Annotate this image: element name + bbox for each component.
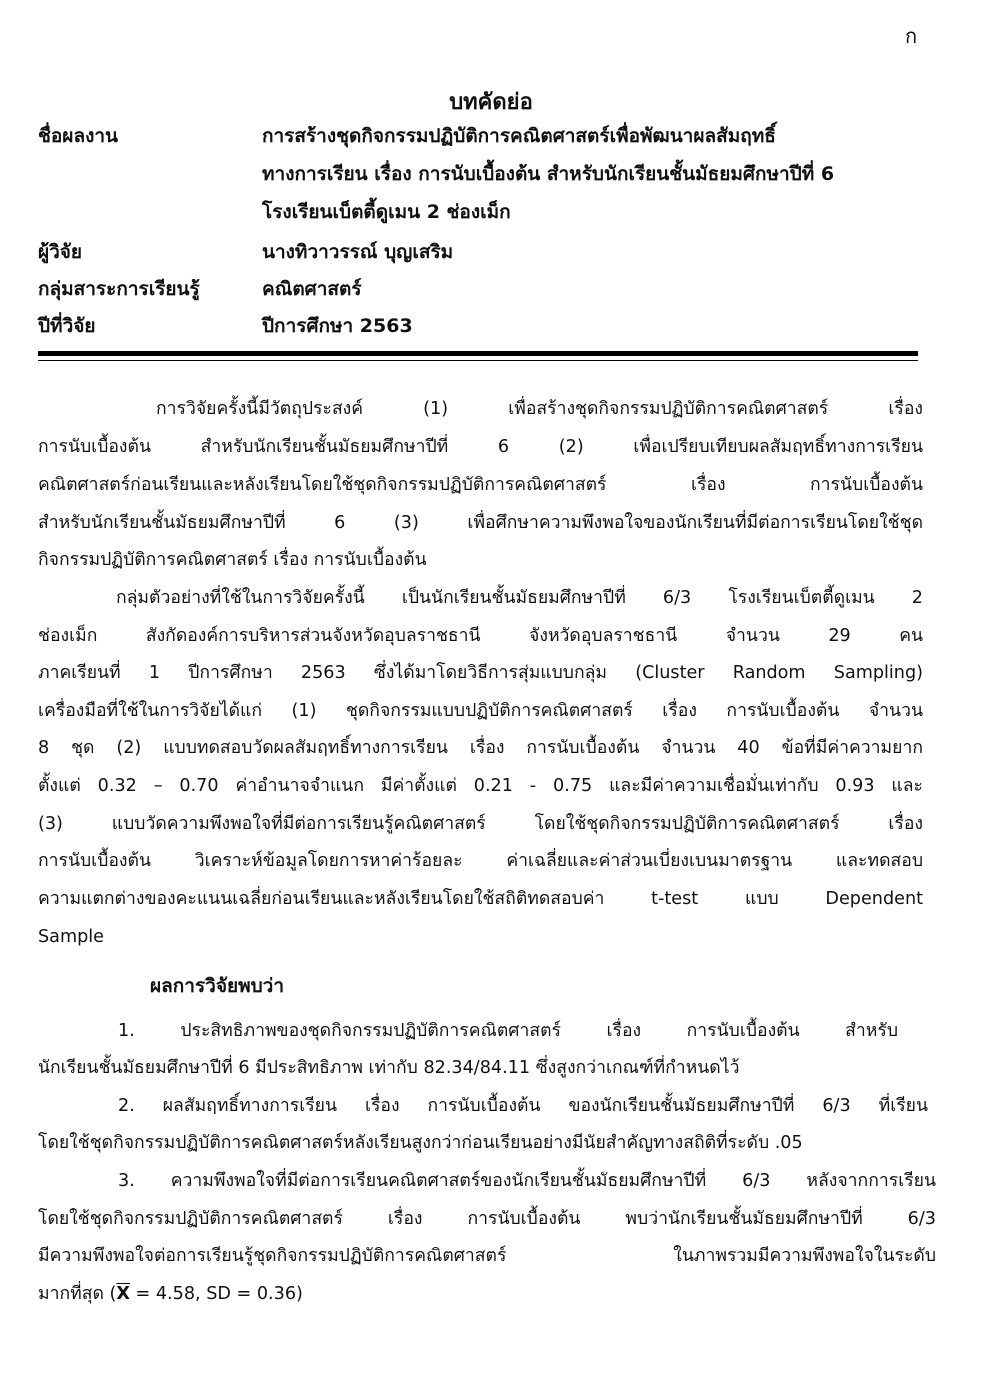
result-line: 3. ความพึงพอใจที่มีต่อการเรียนคณิตศาสตร์ของนักเรียนชั้นมัธยมศึกษาปีที่ 6/3 หลังจากการเรียน bbox=[118, 1171, 936, 1191]
result-line: มีความพึงพอใจต่อการเรียนรู้ชุดกิจกรรมปฏิบัติการคณิตศาสตร์ ในภาพรวมมีความพึงพอใจในระดับ bbox=[38, 1246, 936, 1266]
meta-value-line: นางทิวาวรรณ์ บุญเสริม bbox=[262, 241, 454, 263]
meta-value-line: การสร้างชุดกิจกรรมปฏิบัติการคณิตศาสตร์เพื่อพัฒนาผลสัมฤทธิ์ bbox=[262, 125, 776, 147]
result-text: = 4.58, SD = 0.36) bbox=[129, 1284, 303, 1304]
abstract-title: บทคัดย่อ bbox=[449, 90, 533, 115]
result-line: 1. ประสิทธิภาพของชุดกิจกรรมปฏิบัติการคณิตศาสตร์ เรื่อง การนับเบื้องต้น สำหรับ bbox=[118, 1021, 898, 1041]
paragraph-line: ตั้งแต่ 0.32 – 0.70 ค่าอำนาจจำแนก มีค่าตั้งแต่ 0.21 - 0.75 และมีค่าความเชื่อมั่นเท่ากับ 0.93 และ bbox=[38, 776, 923, 796]
meta-value-line: คณิตศาสตร์ bbox=[262, 278, 362, 300]
divider-thin bbox=[38, 360, 918, 361]
meta-label: ผู้วิจัย bbox=[38, 241, 83, 263]
paragraph-line: เครื่องมือที่ใช้ในการวิจัยได้แก่ (1) ชุดกิจกรรมแบบปฏิบัติการคณิตศาสตร์ เรื่อง การนับเบื้องต้น จำนวน bbox=[38, 701, 923, 721]
results-heading: ผลการวิจัยพบว่า bbox=[150, 975, 285, 997]
meta-value-line: ปีการศึกษา 2563 bbox=[262, 315, 413, 337]
meta-value bbox=[262, 117, 928, 231]
page-number: ก bbox=[905, 24, 918, 48]
meta-label: ชื่อผลงาน bbox=[38, 125, 119, 147]
paragraph-line: 8 ชุด (2) แบบทดสอบวัดผลสัมฤทธิ์ทางการเรียน เรื่อง การนับเบื้องต้น จำนวน 40 ข้อที่มีค่าความยาก bbox=[38, 738, 923, 758]
meta-label: ปีที่วิจัย bbox=[38, 315, 96, 337]
paragraph-line: ช่องเม็ก สังกัดองค์การบริหารส่วนจังหวัดอุบลราชธานี จังหวัดอุบลราชธานี จำนวน 29 คน bbox=[38, 626, 923, 646]
divider-thick bbox=[38, 351, 918, 356]
paragraph-line: Sample bbox=[38, 927, 104, 947]
paragraph-line: การวิจัยครั้งนี้มีวัตถุประสงค์ (1) เพื่อสร้างชุดกิจกรรมปฏิบัติการคณิตศาสตร์ เรื่อง bbox=[156, 399, 923, 419]
paragraph-line: (3) แบบวัดความพึงพอใจที่มีต่อการเรียนรู้คณิตศาสตร์ โดยใช้ชุดกิจกรรมปฏิบัติการคณิตศาสตร์ เรื่อง bbox=[38, 814, 923, 834]
paragraph-line: การนับเบื้องต้น สำหรับนักเรียนชั้นมัธยมศึกษาปีที่ 6 (2) เพื่อเปรียบเทียบผลสัมฤทธิ์ทางการเรียน bbox=[38, 437, 923, 457]
result-line-last bbox=[38, 1275, 303, 1313]
result-text: มากที่สุด ( bbox=[38, 1284, 117, 1304]
meta-value bbox=[262, 233, 928, 271]
result-line: 2. ผลสัมฤทธิ์ทางการเรียน เรื่อง การนับเบื้องต้น ของนักเรียนชั้นมัธยมศึกษาปีที่ 6/3 ที่เรียน bbox=[118, 1096, 928, 1116]
mean-xbar-symbol: $\overline{X}$ bbox=[116, 1284, 130, 1304]
paragraph-line: ความแตกต่างของคะแนนเฉลี่ยก่อนเรียนและหลังเรียนโดยใช้สถิติทดสอบค่า t-test แบบ Dependent bbox=[38, 889, 923, 909]
result-line: โดยใช้ชุดกิจกรรมปฏิบัติการคณิตศาสตร์ เรื่อง การนับเบื้องต้น พบว่านักเรียนชั้นมัธยมศึกษาปีที่ 6/3 bbox=[38, 1209, 936, 1229]
meta-value-line: โรงเรียนเบ็ตตี้ดูเมน 2 ช่องเม็ก bbox=[262, 201, 511, 223]
result-line: นักเรียนชั้นมัธยมศึกษาปีที่ 6 มีประสิทธิภาพ เท่ากับ 82.34/84.11 ซึ่งสูงกว่าเกณฑ์ที่กำหนดไว้ bbox=[38, 1058, 740, 1078]
paragraph-line: กิจกรรมปฏิบัติการคณิตศาสตร์ เรื่อง การนับเบื้องต้น bbox=[38, 550, 427, 570]
result-line: โดยใช้ชุดกิจกรรมปฏิบัติการคณิตศาสตร์หลังเรียนสูงกว่าก่อนเรียนอย่างมีนัยสำคัญทางสถิติที่ระดับ .05 bbox=[38, 1133, 803, 1153]
paragraph-line: กลุ่มตัวอย่างที่ใช้ในการวิจัยครั้งนี้ เป็นนักเรียนชั้นมัธยมศึกษาปีที่ 6/3 โรงเรียนเบ็ตตี้ดูเมน 2 bbox=[116, 588, 923, 608]
paragraph-line: คณิตศาสตร์ก่อนเรียนและหลังเรียนโดยใช้ชุดกิจกรรมปฏิบัติการคณิตศาสตร์ เรื่อง การนับเบื้องต้น bbox=[38, 475, 923, 495]
paragraph-line: ภาคเรียนที่ 1 ปีการศึกษา 2563 ซึ่งได้มาโดยวิธีการสุ่มแบบกลุ่ม (Cluster Random Sampling) bbox=[38, 663, 923, 683]
paragraph-line: สำหรับนักเรียนชั้นมัธยมศึกษาปีที่ 6 (3) เพื่อศึกษาความพึงพอใจของนักเรียนที่มีต่อการเรียนโดยใช้ชุด bbox=[38, 513, 923, 533]
meta-value bbox=[262, 270, 928, 308]
meta-value bbox=[262, 307, 928, 345]
meta-label: กลุ่มสาระการเรียนรู้ bbox=[38, 278, 200, 300]
paragraph-line: การนับเบื้องต้น วิเคราะห์ข้อมูลโดยการหาค่าร้อยละ ค่าเฉลี่ยและค่าส่วนเบี่ยงเบนมาตรฐาน และทดสอบ bbox=[38, 851, 923, 871]
meta-value-line: ทางการเรียน เรื่อง การนับเบื้องต้น สำหรับนักเรียนชั้นมัธยมศึกษาปีที่ 6 bbox=[262, 163, 835, 185]
